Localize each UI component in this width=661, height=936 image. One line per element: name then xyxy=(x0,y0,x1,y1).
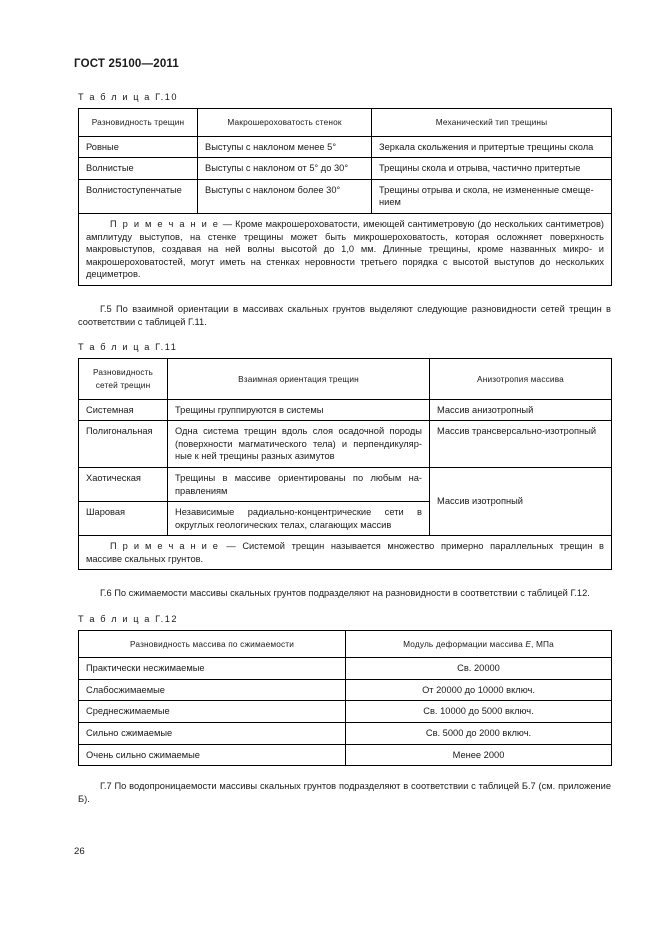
note-text: — Кроме макрошероховатости, имеющей сантиметровую (до нескольких сантиметров) амплитуду выступов, на стенке трещины может быть микрошероховатость, которая осложняет поверхность макровыступов, создавая на ней волны высотой до 1,0 мм. Длинные трещины, кроме названных микро- и макрошероховатостей, могут иметь на стенках неровности третьего порядка с высотой выступов до нескольких дециметров. xyxy=(86,218,604,280)
cell-kind: Хаотическая xyxy=(79,467,168,501)
paragraph-g7-text: Г.7 По водопроницаемости массивы скальных грунтов подразделяют в соответствии с таблицей Б.7 (см. приложение Б). xyxy=(78,781,611,805)
table-g12 xyxy=(78,630,612,767)
table-row xyxy=(79,723,612,745)
cell-kind: Очень сильно сжимаемые xyxy=(79,744,346,766)
cell-kind: Сильно сжимаемые xyxy=(79,723,346,745)
table-header-row xyxy=(79,359,612,399)
table-g10-header-kind: Разновидность трещин xyxy=(79,109,198,137)
cell-mech: Трещины скола и отрыва, частично притертые xyxy=(372,158,612,180)
paragraph-g5 xyxy=(78,303,611,329)
standard-header: ГОСТ 25100—2011 xyxy=(74,58,179,70)
table-g11-caption: Т а б л и ц а Г.11 xyxy=(78,342,178,353)
cell-mech: Зеркала скольжения и притертые трещины скола xyxy=(372,136,612,158)
table-row xyxy=(79,679,612,701)
cell-value: Св. 5000 до 2000 включ. xyxy=(346,723,612,745)
cell-orient: Независимые радиально-концентрические сети в округлых геологических телах, слагающих массив xyxy=(168,502,430,536)
cell-macro: Выступы с наклоном более 30° xyxy=(198,179,372,213)
paragraph-g7 xyxy=(78,780,611,806)
cell-value: Св. 10000 до 5000 включ. xyxy=(346,701,612,723)
table-g11-header-orient: Взаимная ориентация трещин xyxy=(168,359,430,399)
cell-kind: Системная xyxy=(79,399,168,421)
page-content xyxy=(78,92,611,807)
cell-aniso: Массив трансверсально-изотропный xyxy=(430,421,612,468)
paragraph-g6 xyxy=(78,587,611,600)
table-row xyxy=(79,701,612,723)
table-row xyxy=(79,744,612,766)
header-modulus-prefix: Модуль деформации массива xyxy=(403,638,526,649)
table-g10-header-macro: Макрошероховатость стенок xyxy=(198,109,372,137)
table-g12-header-modulus xyxy=(346,630,612,658)
table-g11-note xyxy=(79,536,612,570)
cell-aniso: Массив анизотропный xyxy=(430,399,612,421)
cell-kind: Волнистые xyxy=(79,158,198,180)
header-modulus-symbol: E xyxy=(525,638,532,649)
table-g12-header-kind: Разновидность массива по сжимаемости xyxy=(79,630,346,658)
table-row xyxy=(79,136,612,158)
table-row xyxy=(79,158,612,180)
note-text: — Системой трещин называется множество примерно параллельных трещин в массиве скальных грунтов. xyxy=(86,541,604,564)
cell-macro: Выступы с наклоном от 5° до 30° xyxy=(198,158,372,180)
cell-aniso-merged: Массив изотропный xyxy=(430,467,612,535)
cell-kind: Ровные xyxy=(79,136,198,158)
table-note-row xyxy=(79,536,612,570)
table-g12-caption: Т а б л и ц а Г.12 xyxy=(78,613,179,624)
table-g11-header-aniso: Анизотропия массива xyxy=(430,359,612,399)
table-row xyxy=(79,421,612,468)
cell-kind: Практически несжимаемые xyxy=(79,658,346,680)
cell-value: От 20000 до 10000 включ. xyxy=(346,679,612,701)
cell-kind: Волнистоступенчатые xyxy=(79,179,198,213)
table-g11-header-kind: Разновидность сетей трещин xyxy=(79,359,168,399)
paragraph-g5-text: Г.5 По взаимной ориентации в массивах скальных грунтов выделяют следующие разновидности сетей трещин в соответствии с таблицей Г.11. xyxy=(78,303,611,328)
table-row xyxy=(79,179,612,213)
cell-macro: Выступы с наклоном менее 5° xyxy=(198,136,372,158)
note-label: П р и м е ч а н и е xyxy=(110,218,220,229)
table-g11 xyxy=(78,358,612,570)
table-g10-caption: Т а б л и ц а Г.10 xyxy=(78,92,179,102)
cell-value: Св. 20000 xyxy=(346,658,612,680)
header-modulus-suffix: , МПа xyxy=(531,638,554,649)
cell-kind: Слабосжимаемые xyxy=(79,679,346,701)
table-row xyxy=(79,399,612,421)
cell-orient: Трещины в массиве ориентированы по любым на-правлениям xyxy=(168,467,430,501)
table-note-row xyxy=(79,213,612,285)
cell-kind: Полигональная xyxy=(79,421,168,468)
paragraph-g6-text: Г.6 По сжимаемости массивы скальных грунтов подразделяют на разновидности в соответствии с таблицей Г.12. xyxy=(100,588,590,599)
page-number: 26 xyxy=(74,846,85,857)
table-g10-header-mech: Механический тип трещины xyxy=(372,109,612,137)
table-header-row xyxy=(79,109,612,137)
cell-orient: Одна система трещин вдоль слоя осадочной породы (поверхности магматического тела) и перпендикуляр-ные к ней трещины разных азимутов xyxy=(168,421,430,468)
cell-kind: Среднесжимаемые xyxy=(79,701,346,723)
cell-orient: Трещины группируются в системы xyxy=(168,399,430,421)
cell-kind: Шаровая xyxy=(79,502,168,536)
table-g10 xyxy=(78,108,612,286)
note-label: П р и м е ч а н и е xyxy=(110,541,220,552)
table-row xyxy=(79,467,612,501)
cell-mech: Трещины отрыва и скола, не измененные смеще-нием xyxy=(372,179,612,213)
table-header-row xyxy=(79,630,612,658)
cell-value: Менее 2000 xyxy=(346,744,612,766)
table-g10-note xyxy=(79,213,612,285)
table-row xyxy=(79,658,612,680)
